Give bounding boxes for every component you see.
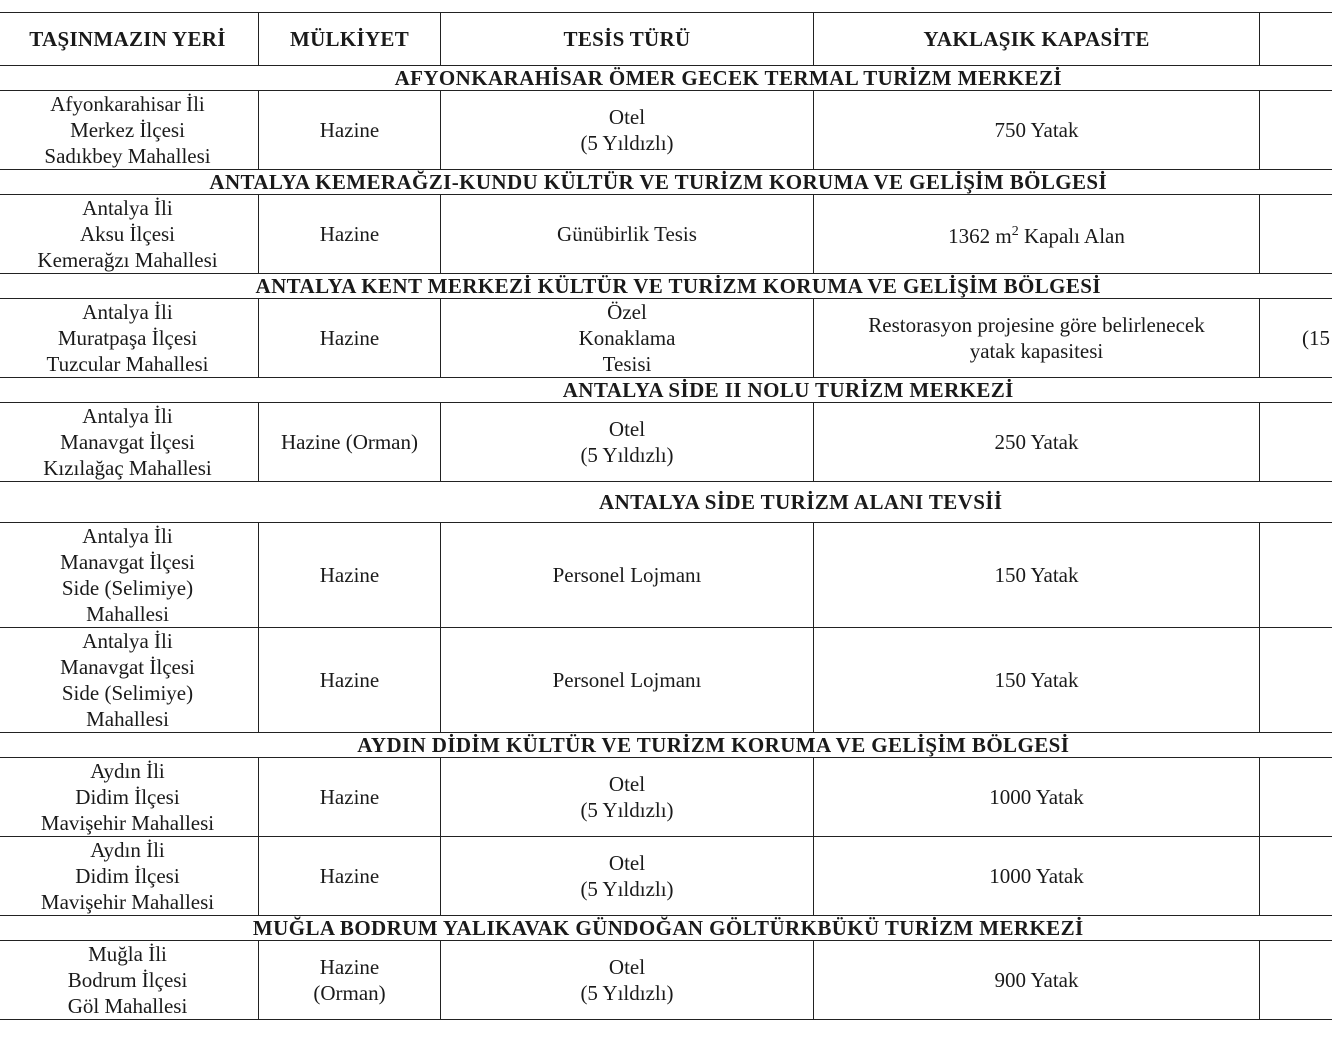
ownership-cell bbox=[259, 91, 441, 170]
location-line: Manavgat İlçesi bbox=[60, 430, 195, 454]
location-line: Mahallesi bbox=[86, 707, 169, 731]
extra-cell bbox=[1260, 941, 1332, 1020]
location-cell bbox=[0, 758, 259, 837]
capacity-line: Restorasyon projesine göre belirlenecek bbox=[868, 313, 1205, 337]
section-title: ANTALYA KENT MERKEZİ KÜLTÜR VE TURİZM KORUMA VE GELİŞİM BÖLGESİ bbox=[0, 274, 1260, 299]
location-line: Side (Selimiye) bbox=[61, 681, 194, 705]
header-facility-type: TESİS TÜRÜ bbox=[441, 13, 814, 66]
ownership-line: Hazine bbox=[319, 563, 380, 587]
property-table bbox=[0, 12, 1332, 1020]
section-title-cell-end bbox=[1260, 733, 1332, 758]
ownership-line: Hazine bbox=[319, 785, 380, 809]
section-title-cell-end bbox=[1260, 274, 1332, 299]
extra-cell bbox=[1260, 523, 1332, 628]
location-cell bbox=[0, 628, 259, 733]
facility-type-cell bbox=[441, 941, 814, 1020]
location-cell bbox=[0, 91, 259, 170]
facility-type-line: Otel bbox=[608, 851, 646, 875]
capacity-cell bbox=[814, 837, 1260, 916]
facility-type-line: Otel bbox=[608, 105, 646, 129]
location-line: Göl Mahallesi bbox=[67, 994, 188, 1018]
location-line: Side (Selimiye) bbox=[61, 576, 194, 600]
location-line: Mavişehir Mahallesi bbox=[40, 890, 215, 914]
section-title-row bbox=[0, 916, 1332, 941]
location-line: Aydın İli bbox=[90, 759, 165, 783]
table-row bbox=[0, 299, 1332, 378]
ownership-cell bbox=[259, 837, 441, 916]
facility-type-cell bbox=[441, 837, 814, 916]
section-title-row bbox=[0, 170, 1332, 195]
location-line: Merkez İlçesi bbox=[70, 118, 185, 142]
section-title-cell-end bbox=[1260, 170, 1332, 195]
capacity-cell bbox=[814, 403, 1260, 482]
extra-cell bbox=[1260, 628, 1332, 733]
facility-type-cell bbox=[441, 91, 814, 170]
location-line: Antalya İli bbox=[82, 524, 173, 548]
extra-cell: (15 bbox=[1260, 299, 1332, 378]
capacity-cell bbox=[814, 195, 1260, 274]
table-row bbox=[0, 523, 1332, 628]
capacity-cell bbox=[814, 523, 1260, 628]
location-line: Manavgat İlçesi bbox=[60, 550, 195, 574]
location-line: Muğla İli bbox=[88, 942, 167, 966]
location-line: Manavgat İlçesi bbox=[60, 655, 195, 679]
extra-cell bbox=[1260, 758, 1332, 837]
table-row bbox=[0, 837, 1332, 916]
capacity-cell bbox=[814, 941, 1260, 1020]
extra-cell bbox=[1260, 837, 1332, 916]
ownership-cell bbox=[259, 758, 441, 837]
capacity-line: 1000 Yatak bbox=[989, 864, 1084, 888]
facility-type-line: (5 Yıldızlı) bbox=[580, 981, 674, 1005]
table-row bbox=[0, 758, 1332, 837]
extra-cell bbox=[1260, 195, 1332, 274]
facility-type-line: Günübirlik Tesis bbox=[557, 222, 697, 246]
section-title-cell-end bbox=[1260, 66, 1332, 91]
capacity-line: 750 Yatak bbox=[994, 118, 1079, 142]
ownership-line: Hazine bbox=[319, 222, 380, 246]
capacity-cell bbox=[814, 758, 1260, 837]
table-row bbox=[0, 941, 1332, 1020]
ownership-line: Hazine bbox=[319, 864, 380, 888]
section-title: ANTALYA KEMERAĞZI-KUNDU KÜLTÜR VE TURİZM KORUMA VE GELİŞİM BÖLGESİ bbox=[0, 170, 1260, 195]
facility-type-line: Tesisi bbox=[602, 352, 652, 376]
facility-type-cell bbox=[441, 628, 814, 733]
location-line: Tuzcular Mahallesi bbox=[46, 352, 209, 376]
location-line: Antalya İli bbox=[82, 629, 173, 653]
document-page bbox=[0, 12, 1332, 1020]
facility-type-line: Personel Lojmanı bbox=[552, 563, 702, 587]
location-line: Mahallesi bbox=[86, 602, 169, 626]
header-ownership: MÜLKİYET bbox=[259, 13, 441, 66]
capacity-line: 150 Yatak bbox=[994, 668, 1079, 692]
ownership-line: Hazine bbox=[319, 326, 380, 350]
facility-type-line: (5 Yıldızlı) bbox=[580, 877, 674, 901]
location-line: Aydın İli bbox=[90, 838, 165, 862]
location-line: Sadıkbey Mahallesi bbox=[44, 144, 211, 168]
capacity-cell bbox=[814, 299, 1260, 378]
capacity-line: 250 Yatak bbox=[994, 430, 1079, 454]
capacity-line: 1000 Yatak bbox=[989, 785, 1084, 809]
location-line: Didim İlçesi bbox=[75, 864, 180, 888]
ownership-line: (Orman) bbox=[313, 981, 386, 1005]
capacity-line: 900 Yatak bbox=[994, 968, 1079, 992]
location-line: Aksu İlçesi bbox=[79, 222, 176, 246]
facility-type-line: (5 Yıldızlı) bbox=[580, 798, 674, 822]
location-line: Antalya İli bbox=[82, 196, 173, 220]
facility-type-line: (5 Yıldızlı) bbox=[580, 443, 674, 467]
capacity-line: 150 Yatak bbox=[994, 563, 1079, 587]
header-capacity: YAKLAŞIK KAPASİTE bbox=[814, 13, 1260, 66]
section-title: AFYONKARAHİSAR ÖMER GECEK TERMAL TURİZM MERKEZİ bbox=[0, 66, 1260, 91]
table-row bbox=[0, 91, 1332, 170]
table-row bbox=[0, 195, 1332, 274]
facility-type-line: (5 Yıldızlı) bbox=[580, 131, 674, 155]
location-line: Kızılağaç Mahallesi bbox=[43, 456, 212, 480]
location-line: Afyonkarahisar İli bbox=[50, 92, 205, 116]
ownership-cell bbox=[259, 403, 441, 482]
section-title-row bbox=[0, 733, 1332, 758]
ownership-line: Hazine bbox=[319, 118, 380, 142]
capacity-cell bbox=[814, 628, 1260, 733]
ownership-cell bbox=[259, 941, 441, 1020]
header-extra bbox=[1260, 13, 1332, 66]
location-line: Didim İlçesi bbox=[75, 785, 180, 809]
section-title-cell-end bbox=[1260, 482, 1332, 523]
ownership-line: Hazine bbox=[319, 955, 380, 979]
ownership-cell bbox=[259, 195, 441, 274]
ownership-line: Hazine bbox=[319, 668, 380, 692]
section-title-row bbox=[0, 482, 1332, 523]
section-title-cell-end bbox=[1260, 916, 1332, 941]
ownership-cell bbox=[259, 299, 441, 378]
facility-type-cell bbox=[441, 299, 814, 378]
location-line: Bodrum İlçesi bbox=[67, 968, 188, 992]
facility-type-line: Otel bbox=[608, 955, 646, 979]
location-cell bbox=[0, 403, 259, 482]
section-title: AYDIN DİDİM KÜLTÜR VE TURİZM KORUMA VE GELİŞİM BÖLGESİ bbox=[0, 733, 1260, 758]
facility-type-line: Otel bbox=[608, 772, 646, 796]
capacity-line: yatak kapasitesi bbox=[969, 339, 1104, 363]
facility-type-line: Özel bbox=[607, 300, 647, 324]
location-line: Mavişehir Mahallesi bbox=[40, 811, 215, 835]
facility-type-line: Otel bbox=[608, 417, 646, 441]
location-cell bbox=[0, 941, 259, 1020]
facility-type-line: Personel Lojmanı bbox=[552, 668, 702, 692]
ownership-cell bbox=[259, 523, 441, 628]
facility-type-line: Konaklama bbox=[578, 326, 676, 350]
location-cell bbox=[0, 523, 259, 628]
capacity-cell bbox=[814, 91, 1260, 170]
location-line: Antalya İli bbox=[82, 300, 173, 324]
extra-cell bbox=[1260, 403, 1332, 482]
section-title-row bbox=[0, 274, 1332, 299]
location-line: Antalya İli bbox=[82, 404, 173, 428]
section-title-row bbox=[0, 66, 1332, 91]
location-cell bbox=[0, 837, 259, 916]
facility-type-cell bbox=[441, 403, 814, 482]
location-line: Muratpaşa İlçesi bbox=[57, 326, 198, 350]
capacity-value: 1362 m bbox=[948, 224, 1012, 248]
header-row bbox=[0, 13, 1332, 66]
section-title-cell-end bbox=[1260, 378, 1332, 403]
facility-type-cell bbox=[441, 758, 814, 837]
table-row bbox=[0, 403, 1332, 482]
extra-cell bbox=[1260, 91, 1332, 170]
ownership-cell bbox=[259, 628, 441, 733]
facility-type-cell bbox=[441, 195, 814, 274]
location-cell bbox=[0, 299, 259, 378]
capacity-rest: Kapalı Alan bbox=[1018, 224, 1125, 248]
section-title: MUĞLA BODRUM YALIKAVAK GÜNDOĞAN GÖLTÜRKBÜKÜ TURİZM MERKEZİ bbox=[0, 916, 1260, 941]
location-line: Kemerağzı Mahallesi bbox=[37, 248, 218, 272]
section-title: ANTALYA SİDE TURİZM ALANI TEVSİİ bbox=[0, 482, 1260, 523]
location-cell bbox=[0, 195, 259, 274]
header-location: TAŞINMAZIN YERİ bbox=[0, 13, 259, 66]
capacity-unit-superscript: 2 bbox=[1011, 224, 1019, 239]
section-title: ANTALYA SİDE II NOLU TURİZM MERKEZİ bbox=[0, 378, 1260, 403]
table-row bbox=[0, 628, 1332, 733]
section-title-row bbox=[0, 378, 1332, 403]
facility-type-cell bbox=[441, 523, 814, 628]
ownership-line: Hazine (Orman) bbox=[280, 430, 418, 454]
